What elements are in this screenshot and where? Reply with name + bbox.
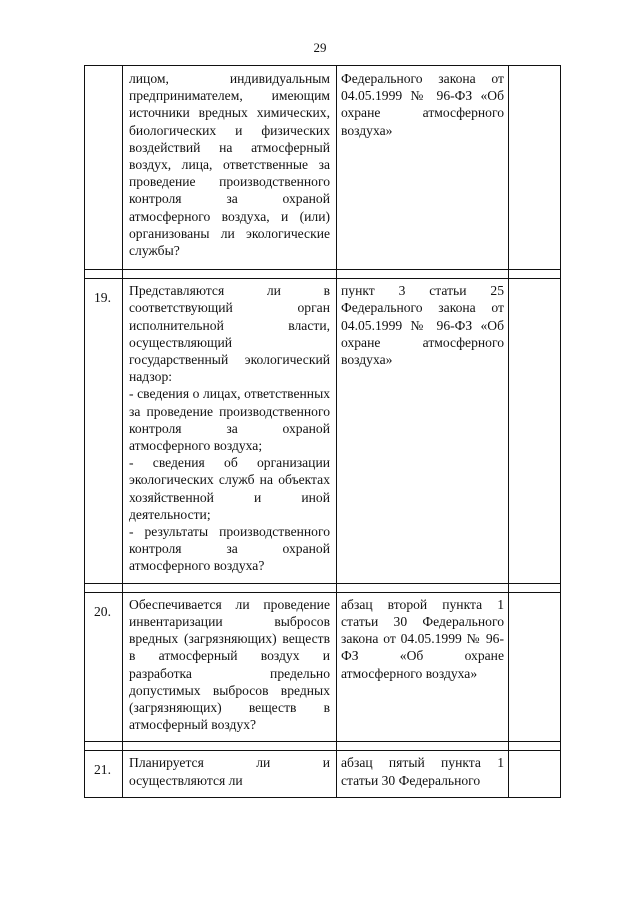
legal-basis-cell: [337, 751, 509, 797]
question-text: Представляются ли в соответствующий орган исполнительной власти, осуществляющий государственный экологический надзор: - сведения о лицах, ответственных за проведение производственного контроля за охраной атмосферного воздуха; - сведения об организации экологических служб на объектах хозяйственной и иной деятельности; - результаты производственного контроля за охраной атмосферного воздуха?: [129, 283, 330, 574]
row-number: 21.: [94, 762, 111, 778]
table-gap-row: [85, 270, 561, 279]
row-number-cell: [85, 592, 123, 742]
answer-cell: [509, 279, 561, 583]
row-number: 20.: [94, 603, 111, 619]
legal-basis-text: абзац пятый пункта 1 статьи 30 Федерального: [341, 755, 504, 788]
answer-cell: [509, 592, 561, 742]
legal-basis-text: пункт 3 статьи 25 Федерального закона от 04.05.1999 № 96-ФЗ «Об охране атмосферного воздуха»: [341, 283, 504, 368]
table-row: [85, 751, 561, 797]
row-number-cell: [85, 66, 123, 270]
question-cell: [123, 66, 337, 270]
question-cell: [123, 592, 337, 742]
question-cell: [123, 751, 337, 797]
question-text: лицом, индивидуальным предпринимателем, имеющим источники вредных химических, биологических и физических воздействий на атмосферный воздух, лица, ответственные за проведение производственного контроля за охраной атмосферного воздуха, и (или) организованы ли экологические службы?: [129, 71, 330, 259]
table-row: [85, 279, 561, 583]
legal-basis-text: абзац второй пункта 1 статьи 30 Федерального закона от 04.05.1999 № 96-ФЗ «Об охране атмосферного воздуха»: [341, 596, 504, 681]
question-text: Планируется ли и осуществляются ли: [129, 755, 330, 788]
legal-basis-cell: [337, 592, 509, 742]
table-row: [85, 66, 561, 270]
answer-cell: [509, 751, 561, 797]
row-number: [85, 66, 122, 76]
requirements-table: [84, 65, 561, 798]
legal-basis-cell: [337, 66, 509, 270]
question-cell: [123, 279, 337, 583]
page-number: 29: [313, 40, 327, 55]
table-gap-row: [85, 583, 561, 592]
row-number-cell: [85, 279, 123, 583]
legal-basis-text: Федерального закона от 04.05.1999 № 96-ФЗ «Об охране атмосферного воздуха»: [341, 71, 504, 138]
row-number: 19.: [94, 290, 111, 306]
table-gap-row: [85, 742, 561, 751]
row-number-cell: [85, 751, 123, 797]
question-text: Обеспечивается ли проведение инвентаризации выбросов вредных (загрязняющих) веществ в атмосферный воздух и разработка предельно допустимых выбросов вредных (загрязняющих) веществ в атмосферный воздух?: [129, 596, 330, 733]
legal-basis-cell: [337, 279, 509, 583]
answer-cell: [509, 66, 561, 270]
table-row: [85, 592, 561, 742]
